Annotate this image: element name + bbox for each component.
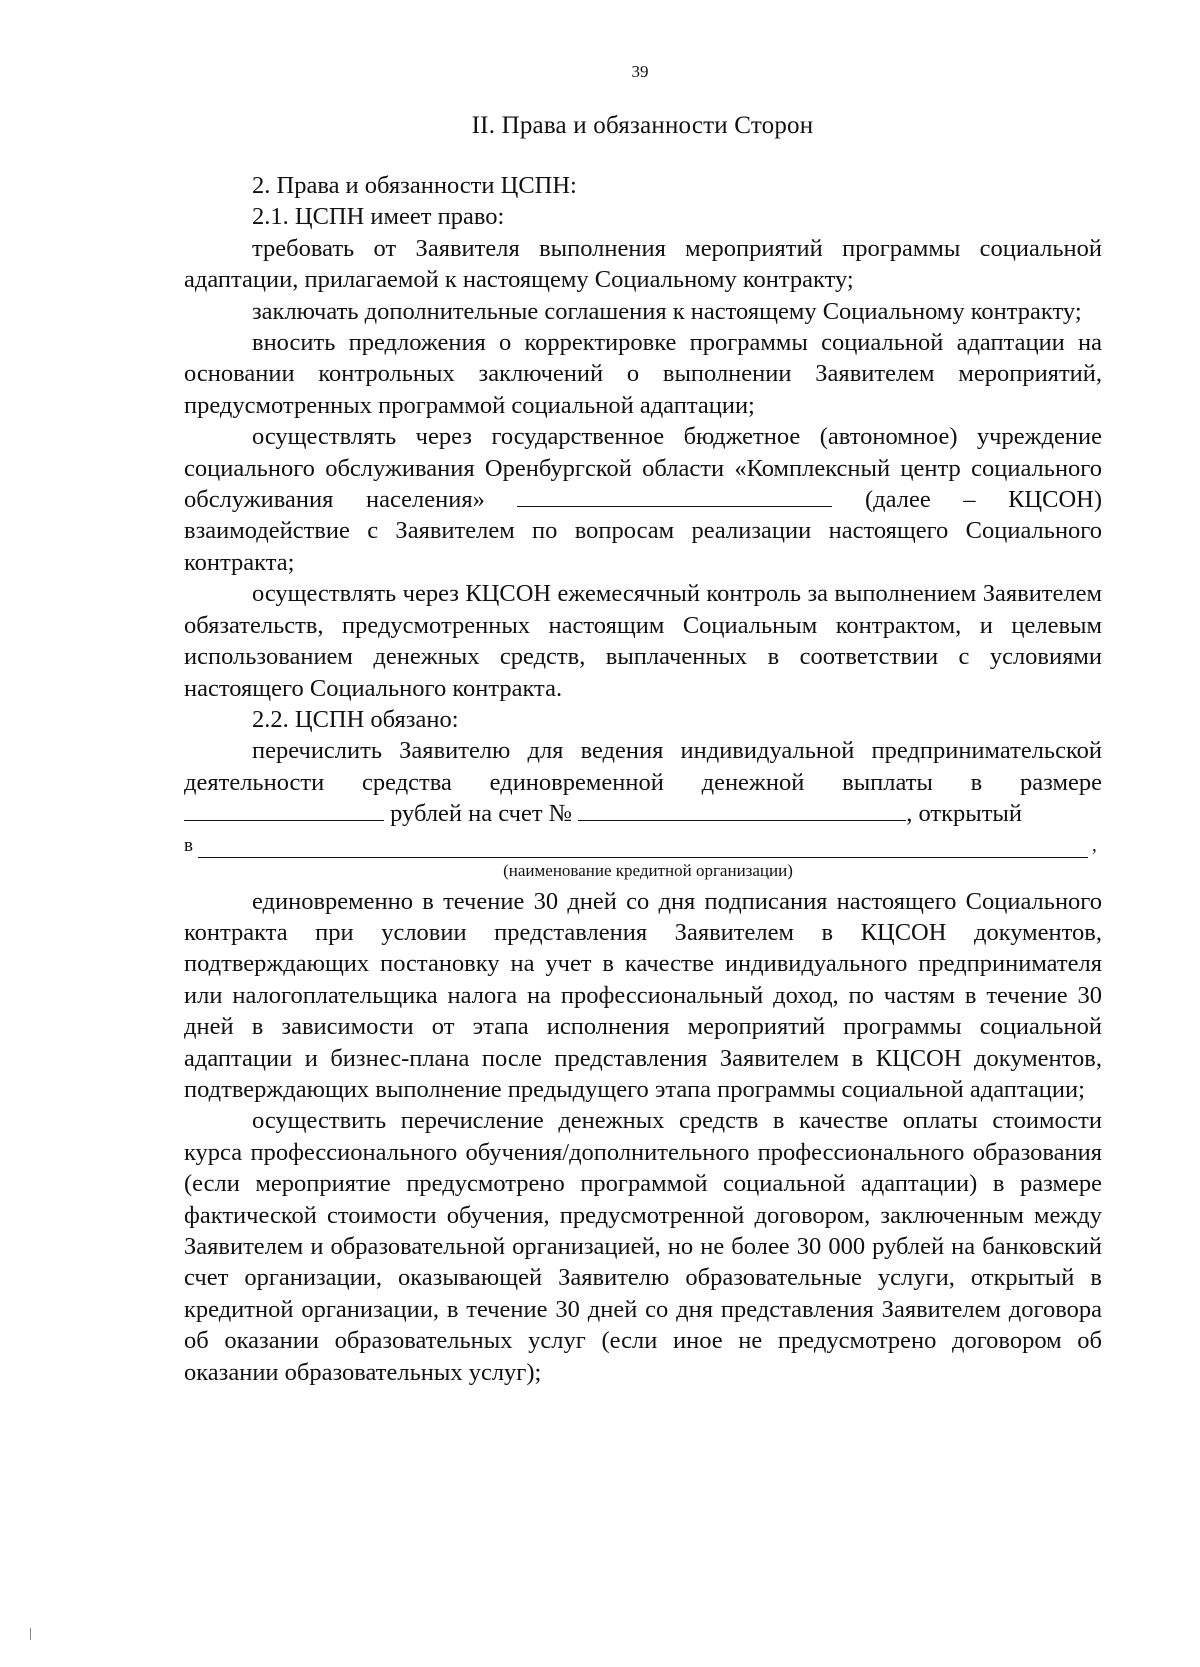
paragraph-transfer-payment [184,735,1102,829]
transfer-text-after: , открытый [906,800,1022,828]
kcson-name-blank [517,484,832,507]
paragraph-payment-terms: единовременно в течение 30 дней со дня подписания настоящего Социального контракта при условии представления Заявителем в КЦСОН документов, подтверждающих постановку на учет в качестве индивидуального предпринимателя или налогоплательщика налога на профессиональный доход, по частям в течение 30 дней в зависимости от этапа исполнения мероприятий программы социальной адаптации и бизнес-плана после представления Заявителем в КЦСОН документов, подтверждающих выполнение предыдущего этапа программы социальной адаптации; [184,887,1102,1103]
kcson-text-after: (далее – КЦСОН) взаимодействие с Заявителем по вопросам реализации настоящего Социального контракта; [184,486,1103,576]
bank-name-blank [198,837,1088,858]
section-title: II. Права и обязанности Сторон [471,112,814,139]
page-number: 39 [631,62,649,81]
bank-prefix: в [184,834,193,856]
transfer-text-before: перечислить Заявителю для ведения индивидуальной предпринимательской деятельности средства единовременной денежной выплаты в размере [184,737,1102,796]
kcson-text-before: осуществлять через государственное бюджетное (автономное) учреждение социального обслуживания Оренбургской области «Комплексный центр социального обслуживания населения» [184,423,1102,514]
bank-suffix: , [1092,834,1097,856]
paragraph-training-payment: осуществить перечисление денежных средств в качестве оплаты стоимости курса профессионального обучения/дополнительного профессионального образования (если мероприятие предусмотрено программой социальной адаптации) в размере фактической стоимости обучения, предусмотренной договором, заключенным между Заявителем и образовательной организацией, но не более 30 000 рублей на банковский счет организации, оказывающей Заявителю образовательные услуги, открытый в кредитной организации, в течение 30 дней со дня представления Заявителем договора об оказании образовательных услуг (если иное не предусмотрено договором об оказании образовательных услуг); [184,1107,1102,1386]
account-number-blank [578,798,906,821]
bank-name-caption: (наименование кредитной организации) [503,860,793,880]
transfer-text-mid: рублей на счет № [390,800,573,828]
paragraph-require-program-measures: требовать от Заявителя выполнения мероприятий программы социальной адаптации, прилагаемой к настоящему Социальному контракту; [184,234,1102,294]
paragraph-kcson-interaction [184,421,1102,578]
paragraph-cspn-has-right: 2.1. ЦСПН имеет право: [252,203,505,231]
paragraph-cspn-obliged: 2.2. ЦСПН обязано: [252,705,459,733]
document-body [184,170,1102,1388]
bank-name-row [184,834,1102,858]
paragraph-rights-obligations-cspn: 2. Права и обязанности ЦСПН: [252,172,577,199]
amount-blank [184,798,384,821]
paragraph-conclude-agreements: заключать дополнительные соглашения к настоящему Социальному контракту; [252,297,1082,325]
paragraph-monthly-control: осуществлять через КЦСОН ежемесячный контроль за выполнением Заявителем обязательств, предусмотренных настоящим Социальным контрактом, и целевым использованием денежных средств, выплаченных в соответствии с условиями настоящего Социального контракта. [184,580,1102,702]
paragraph-propose-adjustments: вносить предложения о корректировке программы социальной адаптации на основании контрольных заключений о выполнении Заявителем мероприятий, предусмотренных программой социальной адаптации; [184,329,1102,419]
scan-edge-mark [30,1628,31,1640]
